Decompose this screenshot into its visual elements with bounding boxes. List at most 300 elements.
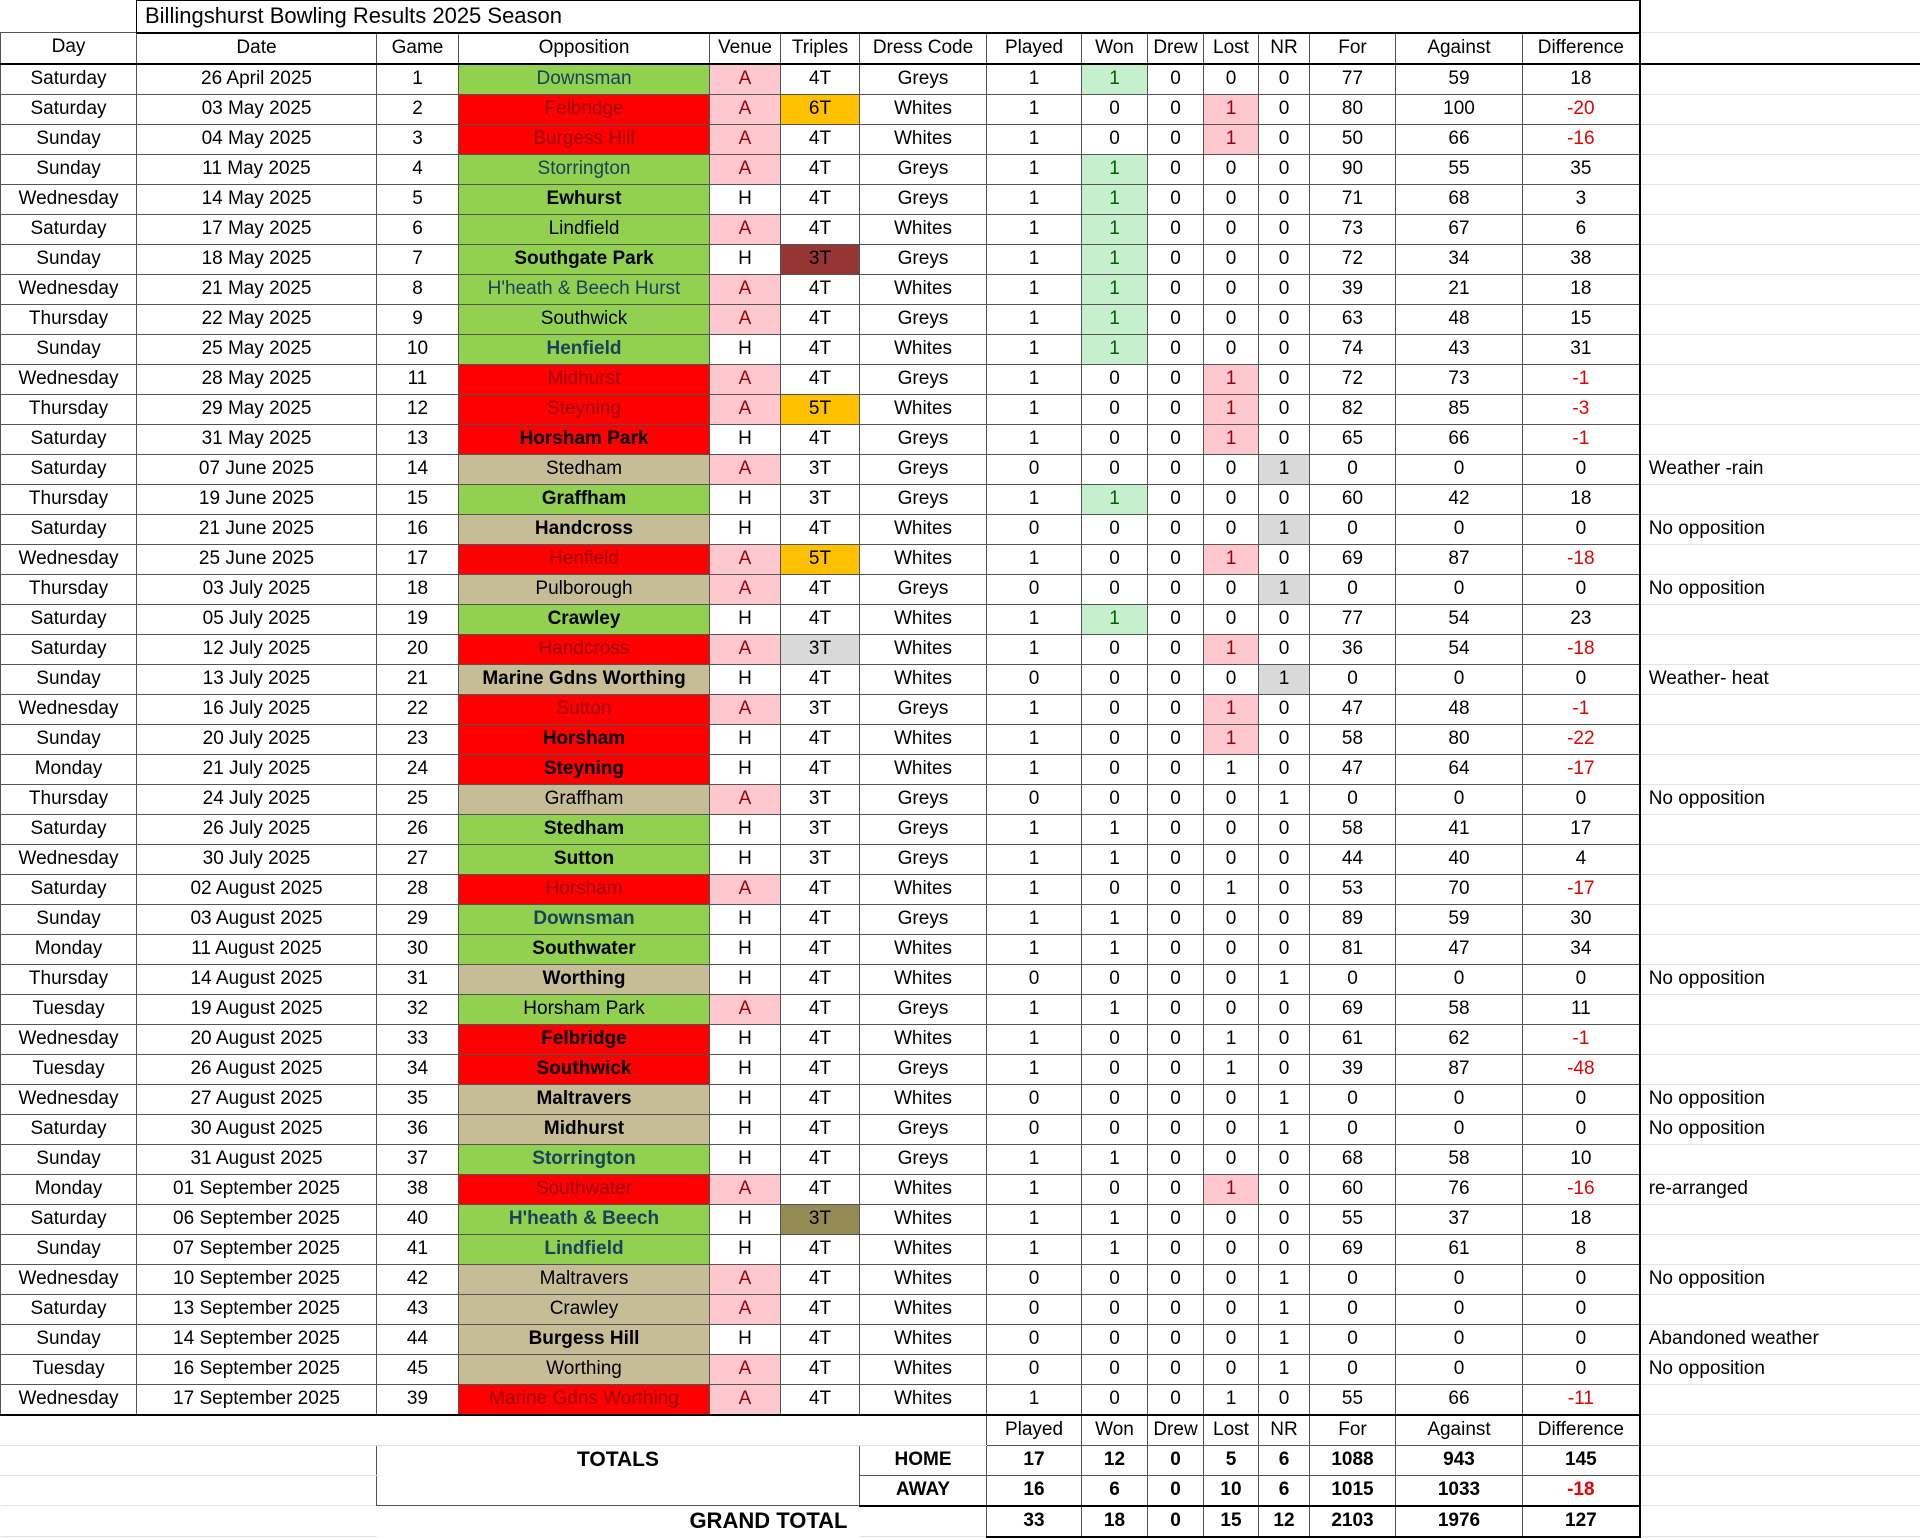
cell-played[interactable]: 1 (987, 694, 1082, 724)
cell-opposition[interactable]: Crawley (459, 1294, 710, 1324)
cell-difference[interactable]: 30 (1523, 904, 1640, 934)
cell-for[interactable]: 47 (1310, 694, 1396, 724)
cell-drew[interactable]: 0 (1148, 304, 1204, 334)
cell-played[interactable]: 1 (987, 64, 1082, 95)
cell-opposition[interactable]: Lindfield (459, 214, 710, 244)
cell-won[interactable]: 0 (1082, 1024, 1148, 1054)
cell-date[interactable]: 21 June 2025 (137, 514, 377, 544)
cell-opposition[interactable]: H'heath & Beech (459, 1204, 710, 1234)
cell-opposition[interactable]: Midhurst (459, 364, 710, 394)
cell-against[interactable]: 66 (1396, 1384, 1523, 1415)
cell-played[interactable]: 1 (987, 874, 1082, 904)
cell-game[interactable]: 36 (377, 1114, 459, 1144)
cell-against[interactable]: 62 (1396, 1024, 1523, 1054)
cell-game[interactable]: 30 (377, 934, 459, 964)
cell-played[interactable]: 1 (987, 364, 1082, 394)
total-away-difference[interactable]: -18 (1523, 1475, 1640, 1506)
cell-venue[interactable]: H (710, 1024, 781, 1054)
cell-date[interactable]: 30 August 2025 (137, 1114, 377, 1144)
cell-date[interactable]: 13 July 2025 (137, 664, 377, 694)
cell-nr[interactable]: 0 (1259, 604, 1310, 634)
cell-nr[interactable]: 0 (1259, 544, 1310, 574)
cell-day[interactable]: Sunday (1, 724, 137, 754)
cell-day[interactable]: Saturday (1, 604, 137, 634)
cell-played[interactable]: 1 (987, 214, 1082, 244)
cell-venue[interactable]: H (710, 1204, 781, 1234)
cell-venue[interactable]: A (710, 454, 781, 484)
cell-difference[interactable]: 6 (1523, 214, 1640, 244)
cell-drew[interactable]: 0 (1148, 964, 1204, 994)
total-home-difference[interactable]: 145 (1523, 1445, 1640, 1475)
cell-date[interactable]: 30 July 2025 (137, 844, 377, 874)
total-home-won[interactable]: 12 (1082, 1445, 1148, 1475)
cell-lost[interactable]: 0 (1204, 244, 1259, 274)
cell-difference[interactable]: -18 (1523, 544, 1640, 574)
cell-drew[interactable]: 0 (1148, 604, 1204, 634)
cell-for[interactable]: 0 (1310, 1084, 1396, 1114)
cell-date[interactable]: 17 May 2025 (137, 214, 377, 244)
total-home-lost[interactable]: 5 (1204, 1445, 1259, 1475)
cell-won[interactable]: 0 (1082, 574, 1148, 604)
cell-for[interactable]: 80 (1310, 94, 1396, 124)
cell-drew[interactable]: 0 (1148, 724, 1204, 754)
cell-lost[interactable]: 0 (1204, 1204, 1259, 1234)
cell-for[interactable]: 0 (1310, 454, 1396, 484)
cell-against[interactable]: 70 (1396, 874, 1523, 904)
cell-for[interactable]: 0 (1310, 1324, 1396, 1354)
cell-played[interactable]: 1 (987, 1054, 1082, 1084)
cell-date[interactable]: 21 July 2025 (137, 754, 377, 784)
cell-nr[interactable]: 1 (1259, 1264, 1310, 1294)
cell-drew[interactable]: 0 (1148, 244, 1204, 274)
cell-venue[interactable]: A (710, 1174, 781, 1204)
cell-venue[interactable]: H (710, 244, 781, 274)
column-header-day[interactable]: Day (1, 33, 137, 64)
cell-venue[interactable]: H (710, 484, 781, 514)
cell-date[interactable]: 07 June 2025 (137, 454, 377, 484)
cell-dress-code[interactable]: Whites (860, 604, 987, 634)
cell-played[interactable]: 1 (987, 1234, 1082, 1264)
cell-drew[interactable]: 0 (1148, 1084, 1204, 1114)
cell-opposition[interactable]: Burgess Hill (459, 1324, 710, 1354)
cell-nr[interactable]: 1 (1259, 664, 1310, 694)
totals-header-played[interactable]: Played (987, 1415, 1082, 1446)
cell-won[interactable]: 0 (1082, 94, 1148, 124)
cell-dress-code[interactable]: Greys (860, 244, 987, 274)
cell-drew[interactable]: 0 (1148, 574, 1204, 604)
cell-won[interactable]: 0 (1082, 694, 1148, 724)
cell-dress-code[interactable]: Greys (860, 154, 987, 184)
cell-lost[interactable]: 0 (1204, 1084, 1259, 1114)
cell-difference[interactable]: 23 (1523, 604, 1640, 634)
total-home-drew[interactable]: 0 (1148, 1445, 1204, 1475)
cell-dress-code[interactable]: Whites (860, 1384, 987, 1415)
cell-nr[interactable]: 0 (1259, 304, 1310, 334)
cell-opposition[interactable]: Steyning (459, 394, 710, 424)
cell-game[interactable]: 35 (377, 1084, 459, 1114)
cell-nr[interactable]: 0 (1259, 844, 1310, 874)
cell-against[interactable]: 55 (1396, 154, 1523, 184)
total-grand-for[interactable]: 2103 (1310, 1506, 1396, 1537)
cell-played[interactable]: 1 (987, 844, 1082, 874)
cell-opposition[interactable]: Marine Gdns Worthing (459, 664, 710, 694)
cell-day[interactable]: Tuesday (1, 1354, 137, 1384)
cell-for[interactable]: 69 (1310, 544, 1396, 574)
column-header-date[interactable]: Date (137, 33, 377, 64)
cell-opposition[interactable]: Lindfield (459, 1234, 710, 1264)
cell-dress-code[interactable]: Whites (860, 874, 987, 904)
cell-lost[interactable]: 1 (1204, 124, 1259, 154)
cell-day[interactable]: Sunday (1, 664, 137, 694)
cell-won[interactable]: 1 (1082, 994, 1148, 1024)
cell-game[interactable]: 31 (377, 964, 459, 994)
cell-nr[interactable]: 0 (1259, 184, 1310, 214)
cell-triples[interactable]: 3T (781, 1204, 860, 1234)
cell-lost[interactable]: 0 (1204, 784, 1259, 814)
cell-nr[interactable]: 0 (1259, 1144, 1310, 1174)
cell-day[interactable]: Saturday (1, 1114, 137, 1144)
cell-drew[interactable]: 0 (1148, 94, 1204, 124)
cell-against[interactable]: 66 (1396, 424, 1523, 454)
cell-date[interactable]: 17 September 2025 (137, 1384, 377, 1415)
cell-dress-code[interactable]: Greys (860, 484, 987, 514)
cell-opposition[interactable]: Downsman (459, 904, 710, 934)
cell-lost[interactable]: 0 (1204, 1114, 1259, 1144)
cell-dress-code[interactable]: Whites (860, 1084, 987, 1114)
cell-venue[interactable]: A (710, 64, 781, 95)
cell-difference[interactable]: 34 (1523, 934, 1640, 964)
cell-lost[interactable]: 0 (1204, 814, 1259, 844)
total-home-against[interactable]: 943 (1396, 1445, 1523, 1475)
cell-drew[interactable]: 0 (1148, 364, 1204, 394)
cell-venue[interactable]: A (710, 214, 781, 244)
cell-difference[interactable]: -3 (1523, 394, 1640, 424)
cell-triples[interactable]: 4T (781, 1264, 860, 1294)
cell-game[interactable]: 21 (377, 664, 459, 694)
cell-against[interactable]: 0 (1396, 964, 1523, 994)
cell-game[interactable]: 20 (377, 634, 459, 664)
cell-date[interactable]: 18 May 2025 (137, 244, 377, 274)
cell-played[interactable]: 0 (987, 454, 1082, 484)
cell-against[interactable]: 0 (1396, 1084, 1523, 1114)
cell-against[interactable]: 87 (1396, 544, 1523, 574)
cell-triples[interactable]: 4T (781, 514, 860, 544)
cell-for[interactable]: 0 (1310, 1354, 1396, 1384)
cell-opposition[interactable]: Handcross (459, 514, 710, 544)
cell-against[interactable]: 0 (1396, 784, 1523, 814)
cell-won[interactable]: 1 (1082, 274, 1148, 304)
column-header-triples[interactable]: Triples (781, 33, 860, 64)
cell-drew[interactable]: 0 (1148, 1174, 1204, 1204)
cell-nr[interactable]: 0 (1259, 1204, 1310, 1234)
cell-against[interactable]: 80 (1396, 724, 1523, 754)
cell-lost[interactable]: 1 (1204, 874, 1259, 904)
cell-dress-code[interactable]: Whites (860, 124, 987, 154)
cell-venue[interactable]: H (710, 514, 781, 544)
cell-for[interactable]: 72 (1310, 364, 1396, 394)
cell-opposition[interactable]: Worthing (459, 964, 710, 994)
cell-played[interactable]: 1 (987, 394, 1082, 424)
cell-won[interactable]: 0 (1082, 724, 1148, 754)
cell-played[interactable]: 1 (987, 634, 1082, 664)
cell-difference[interactable]: 18 (1523, 1204, 1640, 1234)
cell-played[interactable]: 0 (987, 784, 1082, 814)
cell-game[interactable]: 15 (377, 484, 459, 514)
cell-played[interactable]: 1 (987, 1144, 1082, 1174)
cell-won[interactable]: 1 (1082, 604, 1148, 634)
cell-opposition[interactable]: Horsham Park (459, 424, 710, 454)
cell-triples[interactable]: 4T (781, 304, 860, 334)
cell-triples[interactable]: 4T (781, 664, 860, 694)
cell-day[interactable]: Wednesday (1, 274, 137, 304)
total-away-drew[interactable]: 0 (1148, 1475, 1204, 1506)
cell-day[interactable]: Saturday (1, 814, 137, 844)
cell-dress-code[interactable]: Greys (860, 64, 987, 95)
cell-date[interactable]: 12 July 2025 (137, 634, 377, 664)
cell-dress-code[interactable]: Greys (860, 784, 987, 814)
cell-drew[interactable]: 0 (1148, 1234, 1204, 1264)
away-label[interactable]: AWAY (860, 1475, 987, 1506)
totals-header-against[interactable]: Against (1396, 1415, 1523, 1446)
cell-game[interactable]: 5 (377, 184, 459, 214)
cell-dress-code[interactable]: Greys (860, 454, 987, 484)
totals-header-nr[interactable]: NR (1259, 1415, 1310, 1446)
cell-drew[interactable]: 0 (1148, 814, 1204, 844)
cell-dress-code[interactable]: Whites (860, 964, 987, 994)
cell-difference[interactable]: -11 (1523, 1384, 1640, 1415)
cell-against[interactable]: 58 (1396, 994, 1523, 1024)
cell-day[interactable]: Sunday (1, 1234, 137, 1264)
cell-against[interactable]: 48 (1396, 694, 1523, 724)
cell-for[interactable]: 77 (1310, 604, 1396, 634)
cell-for[interactable]: 65 (1310, 424, 1396, 454)
cell-triples[interactable]: 4T (781, 334, 860, 364)
cell-played[interactable]: 1 (987, 1204, 1082, 1234)
cell-day[interactable]: Thursday (1, 304, 137, 334)
cell-dress-code[interactable]: Whites (860, 544, 987, 574)
cell-for[interactable]: 0 (1310, 1294, 1396, 1324)
cell-won[interactable]: 0 (1082, 784, 1148, 814)
cell-lost[interactable]: 1 (1204, 634, 1259, 664)
cell-lost[interactable]: 1 (1204, 1024, 1259, 1054)
cell-date[interactable]: 28 May 2025 (137, 364, 377, 394)
column-header-for[interactable]: For (1310, 33, 1396, 64)
cell-difference[interactable]: 38 (1523, 244, 1640, 274)
cell-game[interactable]: 12 (377, 394, 459, 424)
cell-drew[interactable]: 0 (1148, 1144, 1204, 1174)
cell-against[interactable]: 0 (1396, 574, 1523, 604)
cell-drew[interactable]: 0 (1148, 784, 1204, 814)
cell-venue[interactable]: A (710, 784, 781, 814)
cell-game[interactable]: 45 (377, 1354, 459, 1384)
cell-date[interactable]: 14 August 2025 (137, 964, 377, 994)
cell-day[interactable]: Sunday (1, 124, 137, 154)
cell-day[interactable]: Monday (1, 934, 137, 964)
cell-dress-code[interactable]: Greys (860, 694, 987, 724)
cell-played[interactable]: 1 (987, 1024, 1082, 1054)
cell-date[interactable]: 20 August 2025 (137, 1024, 377, 1054)
cell-date[interactable]: 31 August 2025 (137, 1144, 377, 1174)
cell-lost[interactable]: 1 (1204, 1054, 1259, 1084)
cell-drew[interactable]: 0 (1148, 694, 1204, 724)
cell-triples[interactable]: 4T (781, 1354, 860, 1384)
cell-nr[interactable]: 0 (1259, 1234, 1310, 1264)
cell-triples[interactable]: 3T (781, 484, 860, 514)
cell-date[interactable]: 16 September 2025 (137, 1354, 377, 1384)
cell-drew[interactable]: 0 (1148, 844, 1204, 874)
cell-venue[interactable]: A (710, 1354, 781, 1384)
cell-for[interactable]: 69 (1310, 1234, 1396, 1264)
cell-venue[interactable]: A (710, 874, 781, 904)
total-away-played[interactable]: 16 (987, 1475, 1082, 1506)
total-grand-difference[interactable]: 127 (1523, 1506, 1640, 1537)
cell-triples[interactable]: 4T (781, 964, 860, 994)
cell-against[interactable]: 73 (1396, 364, 1523, 394)
cell-for[interactable]: 90 (1310, 154, 1396, 184)
cell-won[interactable]: 1 (1082, 934, 1148, 964)
cell-against[interactable]: 40 (1396, 844, 1523, 874)
cell-drew[interactable]: 0 (1148, 184, 1204, 214)
cell-against[interactable]: 0 (1396, 664, 1523, 694)
cell-triples[interactable]: 4T (781, 424, 860, 454)
cell-for[interactable]: 61 (1310, 1024, 1396, 1054)
cell-date[interactable]: 25 June 2025 (137, 544, 377, 574)
cell-lost[interactable]: 1 (1204, 1384, 1259, 1415)
cell-lost[interactable]: 0 (1204, 1324, 1259, 1354)
cell-dress-code[interactable]: Greys (860, 1114, 987, 1144)
cell-triples[interactable]: 4T (781, 754, 860, 784)
cell-venue[interactable]: H (710, 934, 781, 964)
cell-nr[interactable]: 0 (1259, 124, 1310, 154)
home-label[interactable]: HOME (860, 1445, 987, 1475)
cell-for[interactable]: 77 (1310, 64, 1396, 95)
cell-venue[interactable]: A (710, 574, 781, 604)
cell-opposition[interactable]: Sutton (459, 844, 710, 874)
cell-drew[interactable]: 0 (1148, 1354, 1204, 1384)
cell-against[interactable]: 54 (1396, 634, 1523, 664)
cell-drew[interactable]: 0 (1148, 1114, 1204, 1144)
cell-opposition[interactable]: Maltravers (459, 1084, 710, 1114)
cell-venue[interactable]: H (710, 814, 781, 844)
cell-played[interactable]: 1 (987, 904, 1082, 934)
column-header-drew[interactable]: Drew (1148, 33, 1204, 64)
cell-drew[interactable]: 0 (1148, 754, 1204, 784)
cell-nr[interactable]: 0 (1259, 364, 1310, 394)
cell-for[interactable]: 58 (1310, 724, 1396, 754)
cell-day[interactable]: Thursday (1, 964, 137, 994)
column-header-venue[interactable]: Venue (710, 33, 781, 64)
cell-difference[interactable]: 10 (1523, 1144, 1640, 1174)
cell-game[interactable]: 43 (377, 1294, 459, 1324)
cell-played[interactable]: 1 (987, 124, 1082, 154)
cell-nr[interactable]: 0 (1259, 1024, 1310, 1054)
cell-date[interactable]: 04 May 2025 (137, 124, 377, 154)
total-home-nr[interactable]: 6 (1259, 1445, 1310, 1475)
totals-header-drew[interactable]: Drew (1148, 1415, 1204, 1446)
cell-date[interactable]: 29 May 2025 (137, 394, 377, 424)
cell-date[interactable]: 26 August 2025 (137, 1054, 377, 1084)
cell-triples[interactable]: 3T (781, 844, 860, 874)
cell-for[interactable]: 60 (1310, 484, 1396, 514)
cell-lost[interactable]: 1 (1204, 544, 1259, 574)
cell-won[interactable]: 0 (1082, 1324, 1148, 1354)
cell-game[interactable]: 29 (377, 904, 459, 934)
cell-opposition[interactable]: Southwick (459, 1054, 710, 1084)
cell-played[interactable]: 1 (987, 154, 1082, 184)
cell-won[interactable]: 0 (1082, 1384, 1148, 1415)
cell-opposition[interactable]: Stedham (459, 454, 710, 484)
cell-venue[interactable]: A (710, 1384, 781, 1415)
cell-game[interactable]: 6 (377, 214, 459, 244)
cell-date[interactable]: 10 September 2025 (137, 1264, 377, 1294)
cell-for[interactable]: 44 (1310, 844, 1396, 874)
cell-game[interactable]: 14 (377, 454, 459, 484)
cell-drew[interactable]: 0 (1148, 1294, 1204, 1324)
cell-game[interactable]: 16 (377, 514, 459, 544)
cell-against[interactable]: 0 (1396, 1324, 1523, 1354)
cell-lost[interactable]: 0 (1204, 154, 1259, 184)
cell-against[interactable]: 64 (1396, 754, 1523, 784)
cell-against[interactable]: 85 (1396, 394, 1523, 424)
cell-venue[interactable]: H (710, 724, 781, 754)
cell-won[interactable]: 0 (1082, 544, 1148, 574)
cell-venue[interactable]: H (710, 424, 781, 454)
cell-nr[interactable]: 0 (1259, 874, 1310, 904)
cell-for[interactable]: 58 (1310, 814, 1396, 844)
cell-dress-code[interactable]: Greys (860, 814, 987, 844)
cell-for[interactable]: 39 (1310, 274, 1396, 304)
cell-lost[interactable]: 1 (1204, 94, 1259, 124)
cell-won[interactable]: 1 (1082, 484, 1148, 514)
cell-opposition[interactable]: Graffham (459, 784, 710, 814)
cell-triples[interactable]: 5T (781, 394, 860, 424)
cell-day[interactable]: Sunday (1, 1144, 137, 1174)
cell-date[interactable]: 06 September 2025 (137, 1204, 377, 1234)
cell-triples[interactable]: 3T (781, 244, 860, 274)
cell-played[interactable]: 1 (987, 274, 1082, 304)
cell-dress-code[interactable]: Whites (860, 1354, 987, 1384)
cell-triples[interactable]: 4T (781, 1024, 860, 1054)
cell-lost[interactable]: 0 (1204, 1294, 1259, 1324)
cell-nr[interactable]: 0 (1259, 274, 1310, 304)
cell-dress-code[interactable]: Whites (860, 754, 987, 784)
cell-for[interactable]: 0 (1310, 964, 1396, 994)
cell-played[interactable]: 1 (987, 244, 1082, 274)
total-grand-lost[interactable]: 15 (1204, 1506, 1259, 1537)
cell-for[interactable]: 68 (1310, 1144, 1396, 1174)
cell-played[interactable]: 1 (987, 1384, 1082, 1415)
cell-day[interactable]: Thursday (1, 394, 137, 424)
cell-venue[interactable]: A (710, 1264, 781, 1294)
cell-date[interactable]: 31 May 2025 (137, 424, 377, 454)
cell-lost[interactable]: 0 (1204, 514, 1259, 544)
cell-lost[interactable]: 0 (1204, 1144, 1259, 1174)
cell-played[interactable]: 1 (987, 304, 1082, 334)
cell-for[interactable]: 50 (1310, 124, 1396, 154)
cell-venue[interactable]: A (710, 394, 781, 424)
cell-against[interactable]: 67 (1396, 214, 1523, 244)
cell-difference[interactable]: -1 (1523, 424, 1640, 454)
cell-for[interactable]: 82 (1310, 394, 1396, 424)
cell-dress-code[interactable]: Whites (860, 1174, 987, 1204)
cell-dress-code[interactable]: Greys (860, 994, 987, 1024)
cell-for[interactable]: 55 (1310, 1204, 1396, 1234)
cell-lost[interactable]: 0 (1204, 964, 1259, 994)
cell-nr[interactable]: 1 (1259, 1294, 1310, 1324)
cell-triples[interactable]: 4T (781, 214, 860, 244)
cell-lost[interactable]: 1 (1204, 394, 1259, 424)
cell-day[interactable]: Thursday (1, 574, 137, 604)
